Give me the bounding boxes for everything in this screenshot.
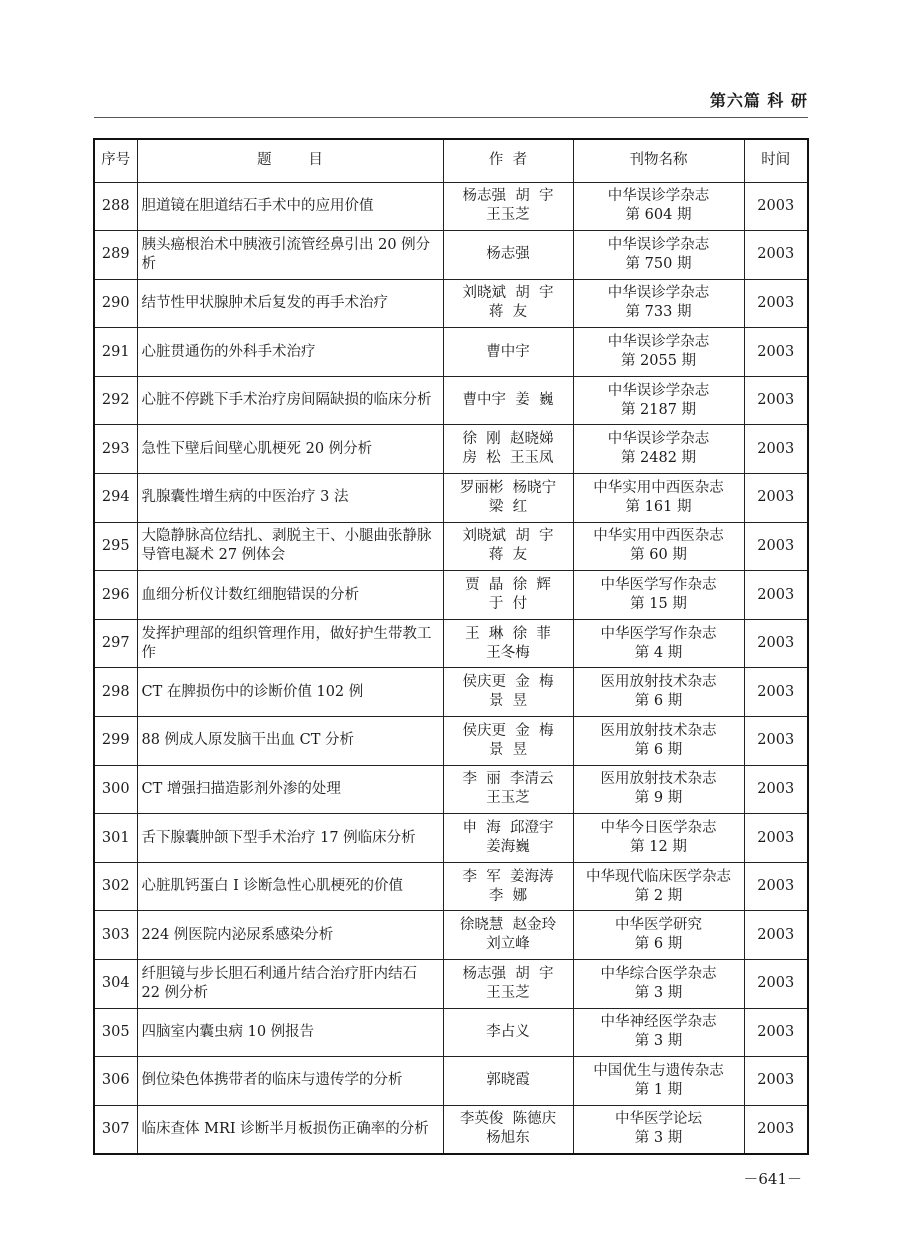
journal-issue: 第 161 期 xyxy=(625,498,692,515)
journal-issue: 第 6 期 xyxy=(634,741,683,758)
journal-issue: 第 9 期 xyxy=(634,790,683,807)
row-authors xyxy=(443,474,573,523)
table-row xyxy=(94,1008,808,1057)
author-line: 王冬梅 xyxy=(486,644,530,661)
table-row xyxy=(94,425,808,474)
row-journal xyxy=(573,765,744,814)
row-number: 301 xyxy=(94,814,137,863)
author-line: 贾 晶 徐 辉 xyxy=(465,577,551,594)
author-line: 李占义 xyxy=(486,1023,530,1040)
row-title: CT 在脾损伤中的诊断价值 102 例 xyxy=(137,668,443,717)
journal-name: 医用放射技术杂志 xyxy=(600,722,717,739)
row-year: 2003 xyxy=(744,765,808,814)
journal-issue: 第 15 期 xyxy=(630,596,687,613)
journal-issue: 第 2055 期 xyxy=(620,353,697,370)
row-journal xyxy=(573,279,744,328)
row-journal xyxy=(573,862,744,911)
author-line: 王玉芝 xyxy=(486,790,530,807)
row-authors xyxy=(443,328,573,377)
row-year: 2003 xyxy=(744,619,808,668)
journal-name: 中华医学研究 xyxy=(615,917,702,934)
author-line: 景 昱 xyxy=(488,693,528,710)
author-line: 杨志强 xyxy=(486,246,530,263)
table-row xyxy=(94,960,808,1009)
journal-name: 中华今日医学杂志 xyxy=(600,820,717,837)
row-number: 295 xyxy=(94,522,137,571)
author-line: 刘晓斌 胡 宇 xyxy=(462,285,554,302)
journal-issue: 第 750 期 xyxy=(625,255,692,272)
row-year: 2003 xyxy=(744,1008,808,1057)
table-row xyxy=(94,474,808,523)
author-line: 侯庆更 金 梅 xyxy=(462,722,554,739)
journal-name: 中华误诊学杂志 xyxy=(607,188,710,205)
row-number: 290 xyxy=(94,279,137,328)
author-line: 曹中宇 xyxy=(486,343,530,360)
author-line: 杨旭东 xyxy=(486,1130,530,1147)
row-journal xyxy=(573,1105,744,1154)
journal-name: 中国优生与遗传杂志 xyxy=(593,1062,724,1079)
row-title: 乳腺囊性增生病的中医治疗 3 法 xyxy=(137,474,443,523)
journal-issue: 第 12 期 xyxy=(630,839,687,856)
running-header: 第六篇 科 研 xyxy=(709,91,808,110)
author-line: 罗丽彬 杨晓宁 xyxy=(459,479,557,496)
journal-name: 中华误诊学杂志 xyxy=(607,382,710,399)
row-journal xyxy=(573,668,744,717)
author-line: 杨志强 胡 宇 xyxy=(462,188,554,205)
row-number: 306 xyxy=(94,1057,137,1106)
row-authors xyxy=(443,279,573,328)
row-number: 302 xyxy=(94,862,137,911)
row-journal xyxy=(573,182,744,231)
journal-name: 中华误诊学杂志 xyxy=(607,285,710,302)
row-number: 298 xyxy=(94,668,137,717)
row-journal xyxy=(573,425,744,474)
row-authors xyxy=(443,911,573,960)
journal-issue: 第 3 期 xyxy=(634,1033,683,1050)
row-journal xyxy=(573,1008,744,1057)
author-line: 徐晓慧 赵金玲 xyxy=(459,917,557,934)
row-journal xyxy=(573,522,744,571)
row-year: 2003 xyxy=(744,1057,808,1106)
journal-issue: 第 1 期 xyxy=(634,1081,683,1098)
row-authors xyxy=(443,1008,573,1057)
row-journal xyxy=(573,619,744,668)
table-row xyxy=(94,911,808,960)
row-authors xyxy=(443,182,573,231)
author-line: 李 娜 xyxy=(488,887,528,904)
row-journal xyxy=(573,376,744,425)
row-number: 291 xyxy=(94,328,137,377)
column-header-journal: 刊物名称 xyxy=(573,139,744,182)
column-header-year: 时间 xyxy=(744,139,808,182)
author-line: 杨志强 胡 宇 xyxy=(462,965,554,982)
row-title: 结节性甲状腺肿术后复发的再手术治疗 xyxy=(137,279,443,328)
row-number: 297 xyxy=(94,619,137,668)
row-title: CT 增强扫描造影剂外渗的处理 xyxy=(137,765,443,814)
row-journal xyxy=(573,571,744,620)
journal-issue: 第 2 期 xyxy=(634,887,683,904)
row-number: 288 xyxy=(94,182,137,231)
table-row xyxy=(94,717,808,766)
table-row xyxy=(94,1057,808,1106)
row-journal xyxy=(573,814,744,863)
row-title: 急性下壁后间壁心肌梗死 20 例分析 xyxy=(137,425,443,474)
row-year: 2003 xyxy=(744,522,808,571)
journal-name: 中华误诊学杂志 xyxy=(607,334,710,351)
row-authors xyxy=(443,376,573,425)
row-title: 倒位染色体携带者的临床与遗传学的分析 xyxy=(137,1057,443,1106)
row-title: 舌下腺囊肿颌下型手术治疗 17 例临床分析 xyxy=(137,814,443,863)
row-number: 289 xyxy=(94,231,137,280)
row-number: 307 xyxy=(94,1105,137,1154)
row-authors xyxy=(443,1105,573,1154)
row-year: 2003 xyxy=(744,862,808,911)
journal-name: 中华医学写作杂志 xyxy=(600,577,717,594)
row-title: 88 例成人原发脑干出血 CT 分析 xyxy=(137,717,443,766)
row-year: 2003 xyxy=(744,279,808,328)
row-year: 2003 xyxy=(744,182,808,231)
row-year: 2003 xyxy=(744,1105,808,1154)
row-number: 300 xyxy=(94,765,137,814)
row-authors xyxy=(443,862,573,911)
table-row xyxy=(94,619,808,668)
row-year: 2003 xyxy=(744,717,808,766)
author-line: 徐 刚 赵晓娣 xyxy=(462,431,554,448)
journal-name: 中华神经医学杂志 xyxy=(600,1014,717,1031)
row-title: 血细分析仪计数红细胞错误的分析 xyxy=(137,571,443,620)
journal-issue: 第 604 期 xyxy=(625,207,692,224)
row-year: 2003 xyxy=(744,814,808,863)
journal-name: 中华误诊学杂志 xyxy=(607,236,710,253)
table-header-row xyxy=(94,139,808,182)
author-line: 郭晓霞 xyxy=(486,1072,530,1089)
author-line: 刘立峰 xyxy=(486,936,530,953)
row-authors xyxy=(443,425,573,474)
row-authors xyxy=(443,960,573,1009)
journal-issue: 第 2187 期 xyxy=(620,401,697,418)
author-line: 景 昱 xyxy=(488,741,528,758)
author-line: 曹中宇 姜 巍 xyxy=(462,392,554,409)
table-body xyxy=(94,182,808,1154)
row-authors xyxy=(443,231,573,280)
row-journal xyxy=(573,911,744,960)
table-row xyxy=(94,1105,808,1154)
journal-name: 中华实用中西医杂志 xyxy=(593,479,724,496)
table-row xyxy=(94,668,808,717)
author-line: 刘晓斌 胡 宇 xyxy=(462,528,554,545)
journal-issue: 第 6 期 xyxy=(634,936,683,953)
journal-name: 中华误诊学杂志 xyxy=(607,431,710,448)
row-authors xyxy=(443,1057,573,1106)
journal-name: 中华综合医学杂志 xyxy=(600,965,717,982)
journal-issue: 第 4 期 xyxy=(634,644,683,661)
row-year: 2003 xyxy=(744,571,808,620)
row-title: 胆道镜在胆道结石手术中的应用价值 xyxy=(137,182,443,231)
row-number: 299 xyxy=(94,717,137,766)
publications-table xyxy=(93,138,809,1155)
row-authors xyxy=(443,814,573,863)
table-row xyxy=(94,231,808,280)
row-number: 303 xyxy=(94,911,137,960)
author-line: 蒋 友 xyxy=(488,304,528,321)
row-title: 224 例医院内泌尿系感染分析 xyxy=(137,911,443,960)
row-title: 心脏贯通伤的外科手术治疗 xyxy=(137,328,443,377)
row-authors xyxy=(443,571,573,620)
journal-issue: 第 733 期 xyxy=(625,304,692,321)
row-year: 2003 xyxy=(744,231,808,280)
row-title: 心脏肌钙蛋白 I 诊断急性心肌梗死的价值 xyxy=(137,862,443,911)
row-authors xyxy=(443,765,573,814)
table-row xyxy=(94,376,808,425)
table-row xyxy=(94,571,808,620)
table-row xyxy=(94,279,808,328)
table-row xyxy=(94,522,808,571)
author-line: 房 松 王玉凤 xyxy=(462,450,554,467)
author-line: 姜海巍 xyxy=(486,839,530,856)
author-line: 于 付 xyxy=(488,596,528,613)
row-title: 纤胆镜与步长胆石利通片结合治疗肝内结石 22 例分析 xyxy=(137,960,443,1009)
journal-issue: 第 60 期 xyxy=(630,547,687,564)
table-row xyxy=(94,182,808,231)
row-year: 2003 xyxy=(744,960,808,1009)
row-authors xyxy=(443,619,573,668)
row-title: 胰头癌根治术中胰液引流管经鼻引出 20 例分析 xyxy=(137,231,443,280)
row-number: 296 xyxy=(94,571,137,620)
row-authors xyxy=(443,717,573,766)
row-year: 2003 xyxy=(744,328,808,377)
table-row xyxy=(94,328,808,377)
row-number: 293 xyxy=(94,425,137,474)
row-journal xyxy=(573,328,744,377)
row-journal xyxy=(573,960,744,1009)
row-year: 2003 xyxy=(744,425,808,474)
journal-name: 医用放射技术杂志 xyxy=(600,771,717,788)
page-number: －641－ xyxy=(743,1170,802,1188)
row-year: 2003 xyxy=(744,474,808,523)
column-header-title: 题 目 xyxy=(137,139,443,182)
row-year: 2003 xyxy=(744,376,808,425)
header-rule xyxy=(94,117,808,118)
author-line: 王玉芝 xyxy=(486,984,530,1001)
author-line: 侯庆更 金 梅 xyxy=(462,674,554,691)
table-row xyxy=(94,862,808,911)
row-year: 2003 xyxy=(744,668,808,717)
row-journal xyxy=(573,231,744,280)
journal-name: 中华医学写作杂志 xyxy=(600,625,717,642)
row-journal xyxy=(573,474,744,523)
row-title: 发挥护理部的组织管理作用，做好护生带教工作 xyxy=(137,619,443,668)
row-number: 304 xyxy=(94,960,137,1009)
author-line: 蒋 友 xyxy=(488,547,528,564)
journal-issue: 第 3 期 xyxy=(634,984,683,1001)
table-row xyxy=(94,814,808,863)
row-title: 四脑室内囊虫病 10 例报告 xyxy=(137,1008,443,1057)
column-header-number: 序号 xyxy=(94,139,137,182)
column-header-authors: 作 者 xyxy=(443,139,573,182)
journal-issue: 第 3 期 xyxy=(634,1130,683,1147)
author-line: 梁 红 xyxy=(488,498,528,515)
table-row xyxy=(94,765,808,814)
row-title: 临床查体 MRI 诊断半月板损伤正确率的分析 xyxy=(137,1105,443,1154)
author-line: 王 琳 徐 菲 xyxy=(465,625,551,642)
row-authors xyxy=(443,668,573,717)
author-line: 李 军 姜海涛 xyxy=(462,868,554,885)
journal-issue: 第 6 期 xyxy=(634,693,683,710)
row-journal xyxy=(573,717,744,766)
row-title: 心脏不停跳下手术治疗房间隔缺损的临床分析 xyxy=(137,376,443,425)
journal-name: 中华现代临床医学杂志 xyxy=(586,868,731,885)
row-title: 大隐静脉高位结扎、剥脱主干、小腿曲张静脉导管电凝术 27 例体会 xyxy=(137,522,443,571)
journal-name: 中华实用中西医杂志 xyxy=(593,528,724,545)
row-authors xyxy=(443,522,573,571)
author-line: 李英俊 陈德庆 xyxy=(459,1111,557,1128)
row-journal xyxy=(573,1057,744,1106)
row-number: 292 xyxy=(94,376,137,425)
author-line: 李 丽 李清云 xyxy=(462,771,554,788)
row-number: 294 xyxy=(94,474,137,523)
journal-name: 医用放射技术杂志 xyxy=(600,674,717,691)
author-line: 申 海 邱澄宇 xyxy=(462,820,554,837)
journal-name: 中华医学论坛 xyxy=(615,1111,702,1128)
author-line: 王玉芝 xyxy=(486,207,530,224)
row-year: 2003 xyxy=(744,911,808,960)
journal-issue: 第 2482 期 xyxy=(620,450,697,467)
row-number: 305 xyxy=(94,1008,137,1057)
